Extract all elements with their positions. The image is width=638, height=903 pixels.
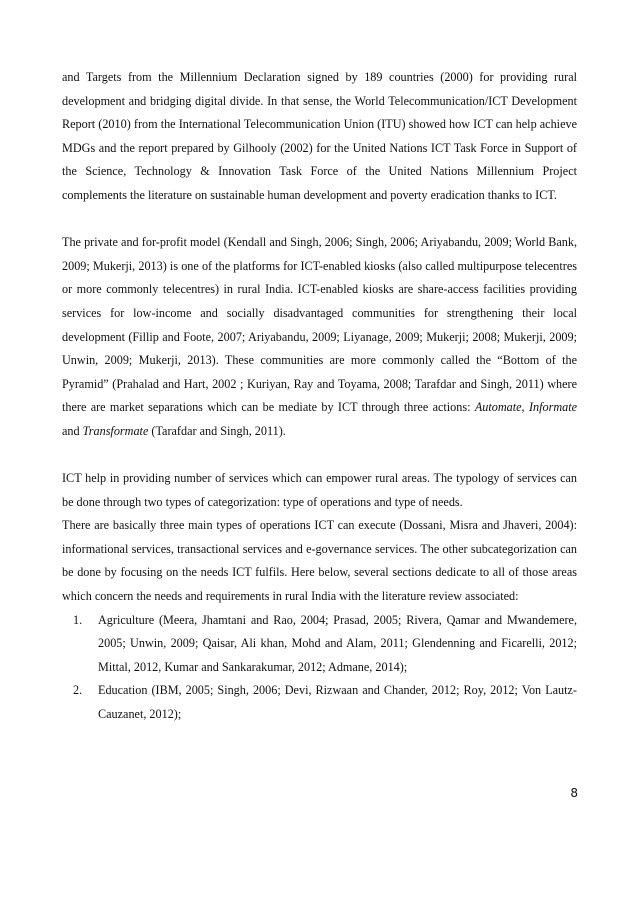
list-item-agriculture	[73, 609, 577, 680]
paragraph-operation-types: There are basically three main types of operations ICT can execute (Dossani, Misra and Jhaveri, 2004): informational services, transactional services and e-governance services. The other subcategorization can be done by focusing on the needs ICT fulfils. Here below, several sections dedicate to all of those areas which concern the needs and requirements in rural India with the literature review associated:	[62, 518, 577, 604]
paragraph-ict-kiosks-citation: (Tarafdar and Singh, 2011).	[151, 423, 286, 438]
page-number: 8	[570, 786, 578, 800]
list-item-number: 2.	[73, 683, 83, 698]
list-item-education	[73, 679, 577, 726]
paragraph-ict-kiosks-text: The private and for-profit model (Kendall and Singh, 2006; Singh, 2006; Ariyabandu, 2009; World Bank, 2009; Mukerji, 2013) is one of the platforms for ICT-enabled kiosks (also called multipurpose telecentres or more commonly telecentres) in rural India. ICT-enabled kiosks are share-access facilities providing services for low-income and socially disadvantaged communities for strengthening their local development (Fillip and Foote, 2007; Ariyabandu, 2009; Liyanage, 2009; Mukerji; 2008; Mukerji, 2009; Unwin, 2009; Mukerji, 2013). These communities are more commonly called the “Bottom of the Pyramid” (Prahalad and Hart, 2002 ; Kuriyan, Ray and Toyama, 2008; Tarafdar and Singh, 2011) where there are market separations which can be mediate by ICT through three actions:	[62, 235, 577, 415]
list-item-text: Education (IBM, 2005; Singh, 2006; Devi, Rizwaan and Chander, 2012; Roy, 2012; Von Lautz-Cauzanet, 2012);	[98, 683, 577, 722]
paragraph-ict-kiosks	[62, 231, 577, 443]
term-transformate: Transformate	[82, 423, 149, 438]
list-item-text: Agriculture (Meera, Jhamtani and Rao, 2004; Prasad, 2005; Rivera, Qamar and Mwandemere, 2005; Unwin, 2009; Qaisar, Ali khan, Mohd and Alam, 2011; Glendenning and Ficarelli, 2012; Mittal, 2012, Kumar and Sankarakumar, 2012; Admane, 2014);	[98, 612, 577, 674]
term-automate: Automate	[474, 400, 522, 415]
paragraph-spacer	[62, 208, 577, 232]
list-item-number: 1.	[73, 612, 83, 627]
literature-list	[62, 609, 577, 727]
term-informate: Informate	[528, 400, 578, 415]
term-separator: ,	[521, 400, 525, 415]
paragraph-spacer	[62, 444, 577, 468]
paragraph-ict-services: ICT help in providing number of services which can empower rural areas. The typology of services can be done through two types of categorization: type of operations and type of needs.	[62, 471, 577, 509]
paragraph-mdg-report: and Targets from the Millennium Declaration signed by 189 countries (2000) for providing rural development and bridging digital divide. In that sense, the World Telecommunication/ICT Development Report (2010) from the International Telecommunication Union (ITU) showed how ICT can help achieve MDGs and the report prepared by Gilhooly (2002) for the United Nations ICT Task Force in Support of the Science, Technology & Innovation Task Force of the United Nations Millennium Project complements the literature on sustainable human development and poverty eradication thanks to ICT.	[62, 70, 577, 202]
term-and: and	[62, 423, 80, 438]
document-body	[62, 66, 577, 727]
